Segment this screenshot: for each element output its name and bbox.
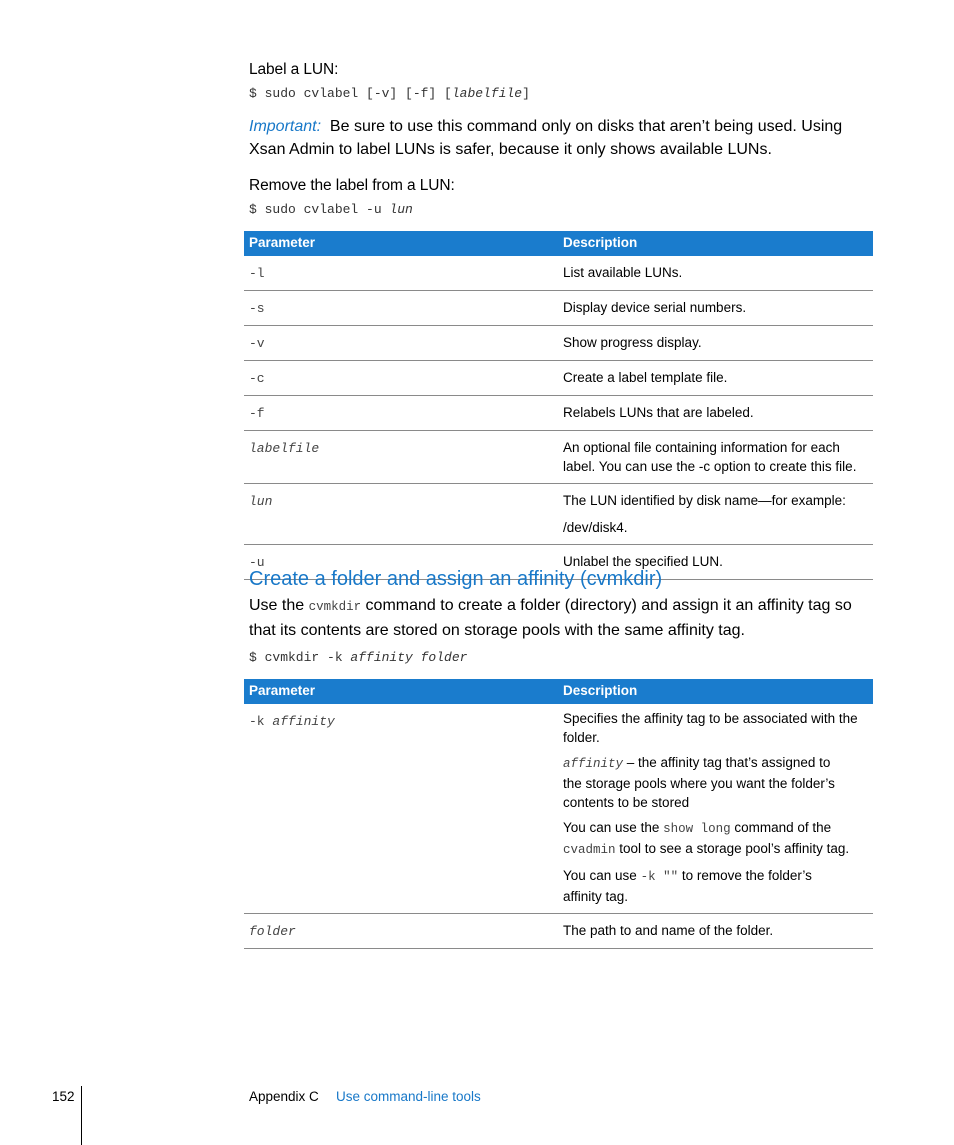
appendix-label: Appendix C	[249, 1089, 319, 1104]
section-title: Create a folder and assign an affinity (cvmkdir)	[249, 568, 663, 590]
intro-code: cvmkdir	[308, 600, 362, 614]
desc-line: folder.	[563, 730, 600, 745]
param-italic: affinity	[272, 714, 335, 729]
important-text-2: Xsan Admin to label LUNs is safer, because it only shows available LUNs.	[249, 141, 772, 158]
table-row	[244, 396, 873, 431]
chapter-link[interactable]: Use command-line tools	[336, 1089, 481, 1104]
desc-cell: Show progress display.	[558, 326, 873, 361]
desc-code: show long	[663, 822, 731, 836]
cvmkdir-parameter-table	[244, 679, 873, 949]
important-label: Important:	[249, 118, 322, 135]
table-header	[244, 679, 873, 704]
table-row	[244, 256, 873, 291]
param-italic: labelfile	[249, 441, 320, 456]
param-cell: -s	[244, 291, 558, 326]
label-lun-command-text: $ sudo cvlabel [-v] [-f] [	[249, 86, 452, 101]
cvmkdir-command-args: affinity folder	[350, 650, 468, 665]
label-lun-command	[249, 86, 530, 101]
remove-label-command	[249, 202, 413, 217]
section-intro-line-2: that its contents are stored on storage pools with the same affinity tag.	[249, 622, 745, 639]
table-header-row	[244, 679, 873, 704]
section-intro-line-1	[249, 594, 889, 619]
table-header	[244, 231, 873, 256]
remove-label-command-text: $ sudo cvlabel -u	[249, 202, 390, 217]
cvlabel-parameter-table	[244, 231, 873, 580]
desc-cell	[558, 704, 873, 914]
desc-code: -k ""	[640, 870, 679, 884]
param-cell: -f	[244, 396, 558, 431]
param-cell: -l	[244, 256, 558, 291]
table-row	[244, 326, 873, 361]
desc-line: An optional file containing information for each	[563, 440, 840, 455]
section-intro	[249, 594, 889, 642]
desc-line: affinity tag.	[563, 889, 629, 904]
param-italic: lun	[249, 494, 273, 509]
desc-cell: Unlabel the specified LUN.	[558, 545, 873, 580]
table-row	[244, 431, 873, 484]
remove-label-heading: Remove the label from a LUN:	[249, 177, 455, 194]
intro-text: Use the	[249, 597, 309, 614]
table-header-row	[244, 231, 873, 256]
table-row	[244, 291, 873, 326]
desc-cell: Display device serial numbers.	[558, 291, 873, 326]
label-lun-heading: Label a LUN:	[249, 61, 339, 78]
label-lun-command-arg: labelfile	[451, 86, 523, 101]
param-cell: -v	[244, 326, 558, 361]
desc-code: cvadmin	[563, 843, 616, 857]
desc-cell: Create a label template file.	[558, 361, 873, 396]
desc-line: Specifies the affinity tag to be associated with the	[563, 711, 858, 726]
column-header-parameter: Parameter	[249, 235, 316, 250]
param-cell	[244, 704, 558, 914]
desc-paragraph	[563, 866, 868, 906]
desc-paragraph	[563, 709, 868, 747]
footer-divider	[81, 1086, 82, 1145]
param-cell: -u	[244, 545, 558, 580]
desc-line: contents to be stored	[563, 795, 690, 810]
column-header-parameter: Parameter	[249, 683, 316, 698]
desc-text: You can use	[563, 868, 641, 883]
table-row	[244, 914, 873, 949]
desc-line: the storage pools where you want the folder’s	[563, 776, 835, 791]
desc-line: label. You can use the -c option to create this file.	[563, 459, 857, 474]
param-cell: -c	[244, 361, 558, 396]
desc-cell	[558, 431, 873, 484]
desc-cell: The path to and name of the folder.	[558, 914, 873, 949]
param-italic: folder	[249, 924, 296, 939]
table-row	[244, 484, 873, 545]
desc-code: affinity	[563, 757, 624, 771]
desc-line: – the affinity tag that’s assigned to	[623, 755, 831, 770]
intro-text: command to create a folder (directory) and assign it an affinity tag so	[361, 597, 852, 614]
desc-cell: List available LUNs.	[558, 256, 873, 291]
important-note	[249, 115, 879, 161]
important-line-1	[249, 115, 879, 138]
param-cell	[244, 484, 558, 545]
important-text-1: Be sure to use this command only on disks that aren’t being used. Using	[329, 118, 843, 135]
cvmkdir-command	[249, 650, 467, 665]
desc-text: command of the	[730, 820, 832, 835]
param-cell	[244, 431, 558, 484]
desc-cell: Relabels LUNs that are labeled.	[558, 396, 873, 431]
desc-text: tool to see a storage pool’s affinity tag.	[615, 841, 850, 856]
desc-line: /dev/disk4.	[563, 520, 628, 535]
table-row	[244, 361, 873, 396]
desc-text: You can use the	[563, 820, 664, 835]
param-cell	[244, 914, 558, 949]
table-row	[244, 704, 873, 914]
column-header-description: Description	[563, 235, 638, 250]
param-flag: -k	[249, 714, 273, 729]
desc-paragraph	[563, 753, 868, 812]
cvmkdir-command-text: $ cvmkdir -k	[249, 650, 351, 665]
desc-text: to remove the folder’s	[678, 868, 812, 883]
remove-label-command-arg: lun	[389, 202, 413, 217]
page-number: 152	[52, 1089, 75, 1104]
column-header-description: Description	[563, 683, 638, 698]
desc-line: The LUN identified by disk name—for example:	[563, 493, 846, 508]
desc-paragraph	[563, 818, 868, 860]
label-lun-command-suffix: ]	[522, 86, 530, 101]
desc-cell	[558, 484, 873, 545]
